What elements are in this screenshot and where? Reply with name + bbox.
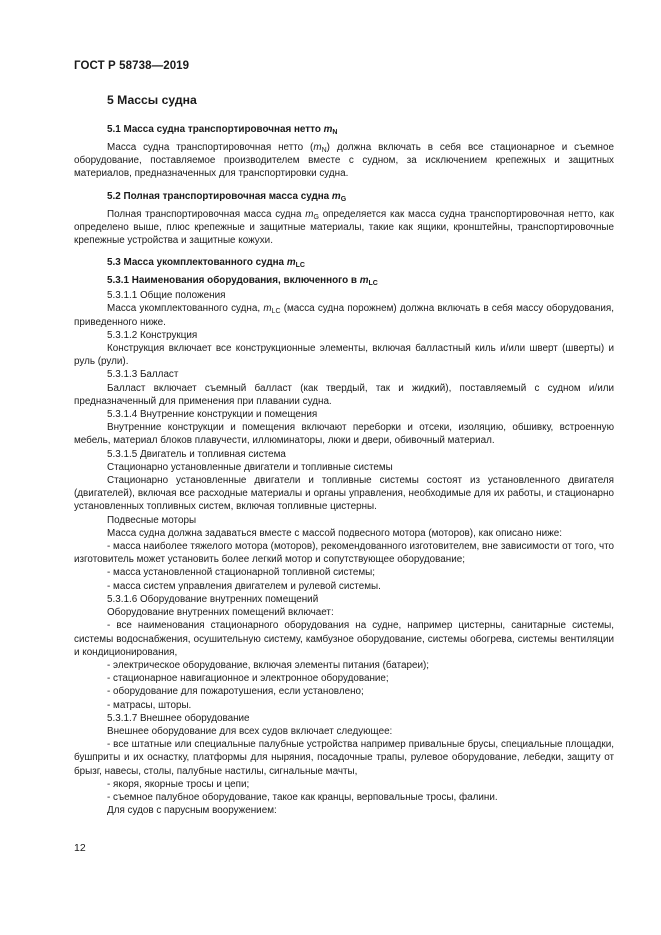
list-item: - все наименования стационарного оборудования на судне, например цистерны, санитарные системы, системы водоснабжения, осушительную систему, камбузное оборудование, системы обогрева, системы вентиляции и кондиционирования,: [74, 620, 614, 658]
heading-5-3: 5.3 Масса укомплектованного судна $m_{LC}$: [107, 257, 305, 270]
list-item: - все штатные или специальные палубные устройства например привальные брусы, специальные площадки, бушприты и их оснастку, платформы для ныряния, посадочные трапы, рулевое оборудование, лебедки, защиту от брызг, навесы, столы, палубные настилы, сигнальные мачты,: [74, 739, 614, 777]
subheading-5-3-1-3: 5.3.1.3 Балласт: [107, 369, 179, 381]
paragraph-5-3-1-2: Конструкция включает все конструкционные элементы, включая балластный киль и/или шверт (шверты) и руль (рули).: [74, 343, 614, 368]
list-item: - оборудование для пожаротушения, если установлено;: [107, 686, 364, 698]
paragraph-interior-intro: Оборудование внутренних помещений включает:: [107, 607, 334, 619]
list-item: - матрасы, шторы.: [107, 699, 192, 711]
section-5-title: 5 Массы судна: [107, 93, 197, 107]
list-item: - масса систем управления двигателем и рулевой системы.: [107, 580, 381, 592]
list-item: - съемное палубное оборудование, такое как кранцы, верповальные тросы, фалини.: [107, 791, 498, 803]
heading-5-2: 5.2 Полная транспортировочная масса судна $m_G$: [107, 190, 347, 203]
list-item: - масса установленной стационарной топливной системы;: [107, 567, 376, 579]
paragraph-5-3-1-4: Внутренние конструкции и помещения включают переборки и отсеки, изоляцию, обшивку, встроенную мебель, материал блоков плавучести, иллюминаторы, люки и двери, обивочный материал.: [74, 422, 614, 447]
heading-5-3-1: 5.3.1 Наименования оборудования, включенного в $m_{LC}$: [107, 275, 378, 288]
list-item: - электрическое оборудование, включая элементы питания (батареи);: [107, 659, 430, 671]
paragraph-5-2: Полная транспортировочная масса судна $m_G$ определяется как масса судна транспортировочная нетто, как определено выше, плюс крепежные и защитные материалы, такие как ящики, кронштейны, транспортировочные крепежные устройства и защитные кожухи.: [74, 208, 615, 247]
subheading-5-3-1-2: 5.3.1.2 Конструкция: [107, 329, 198, 341]
subheading-5-3-1-4: 5.3.1.4 Внутренние конструкции и помещения: [107, 409, 318, 421]
paragraph-exterior-intro: Внешнее оборудование для всех судов включает следующее:: [107, 725, 393, 737]
paragraph-sailing-intro: Для судов с парусным вооружением:: [107, 805, 277, 817]
paragraph-5-3-1-1: Масса укомплектованного судна, $m_{LC}$ (масса судна порожнем) должна включать в себя массу оборудования, приведенного ниже.: [74, 303, 614, 328]
list-item: - масса наиболее тяжелого мотора (моторов), рекомендованного изготовителем, вне зависимости от того, что изготовитель может установить более легкий мотор и сопутствующее оборудование;: [74, 541, 614, 566]
paragraph-outboard-motors: Масса судна должна задаваться вместе с массой подвесного мотора (моторов), как описано ниже:: [107, 527, 562, 539]
paragraph-fixed-engines: Стационарно установленные двигатели и топливные системы состоят из установленного двигателя (двигателей), включая все расходные материалы и органы управления, необходимые для их работы, и стационарно установленных топливных систем, включая топливные цистерны.: [74, 475, 614, 513]
subheading-5-3-1-7: 5.3.1.7 Внешнее оборудование: [107, 712, 250, 724]
heading-5-1: 5.1 Масса судна транспортировочная нетто $m_N$: [107, 124, 338, 136]
subheading-5-3-1-5: 5.3.1.5 Двигатель и топливная система: [107, 448, 286, 460]
subtitle-outboard-motors: Подвесные моторы: [107, 514, 197, 526]
standard-header: ГОСТ Р 58738—2019: [74, 60, 190, 72]
subheading-5-3-1-1: 5.3.1.1 Общие положения: [107, 290, 226, 302]
paragraph-5-1: Масса судна транспортировочная нетто $(m_N)$ должна включать в себя все стационарное и съемное оборудование, поставляемое производителем вместе с судном, за исключением крепежных и защитных материалов, предназначенных для транспортировки судна.: [74, 142, 614, 180]
page-content: [74, 93, 614, 817]
subheading-5-3-1-6: 5.3.1.6 Оборудование внутренних помещений: [107, 593, 319, 605]
list-item: - стационарное навигационное и электронное оборудование;: [107, 673, 389, 685]
list-item: - якоря, якорные тросы и цепи;: [107, 778, 250, 790]
paragraph-5-3-1-3: Балласт включает съемный балласт (как твердый, так и жидкий), поставляемый с судном и/или предназначенный для применения при плавании судна.: [74, 382, 614, 407]
subtitle-fixed-engines: Стационарно установленные двигатели и топливные системы: [107, 461, 393, 473]
page-number: 12: [74, 842, 86, 854]
